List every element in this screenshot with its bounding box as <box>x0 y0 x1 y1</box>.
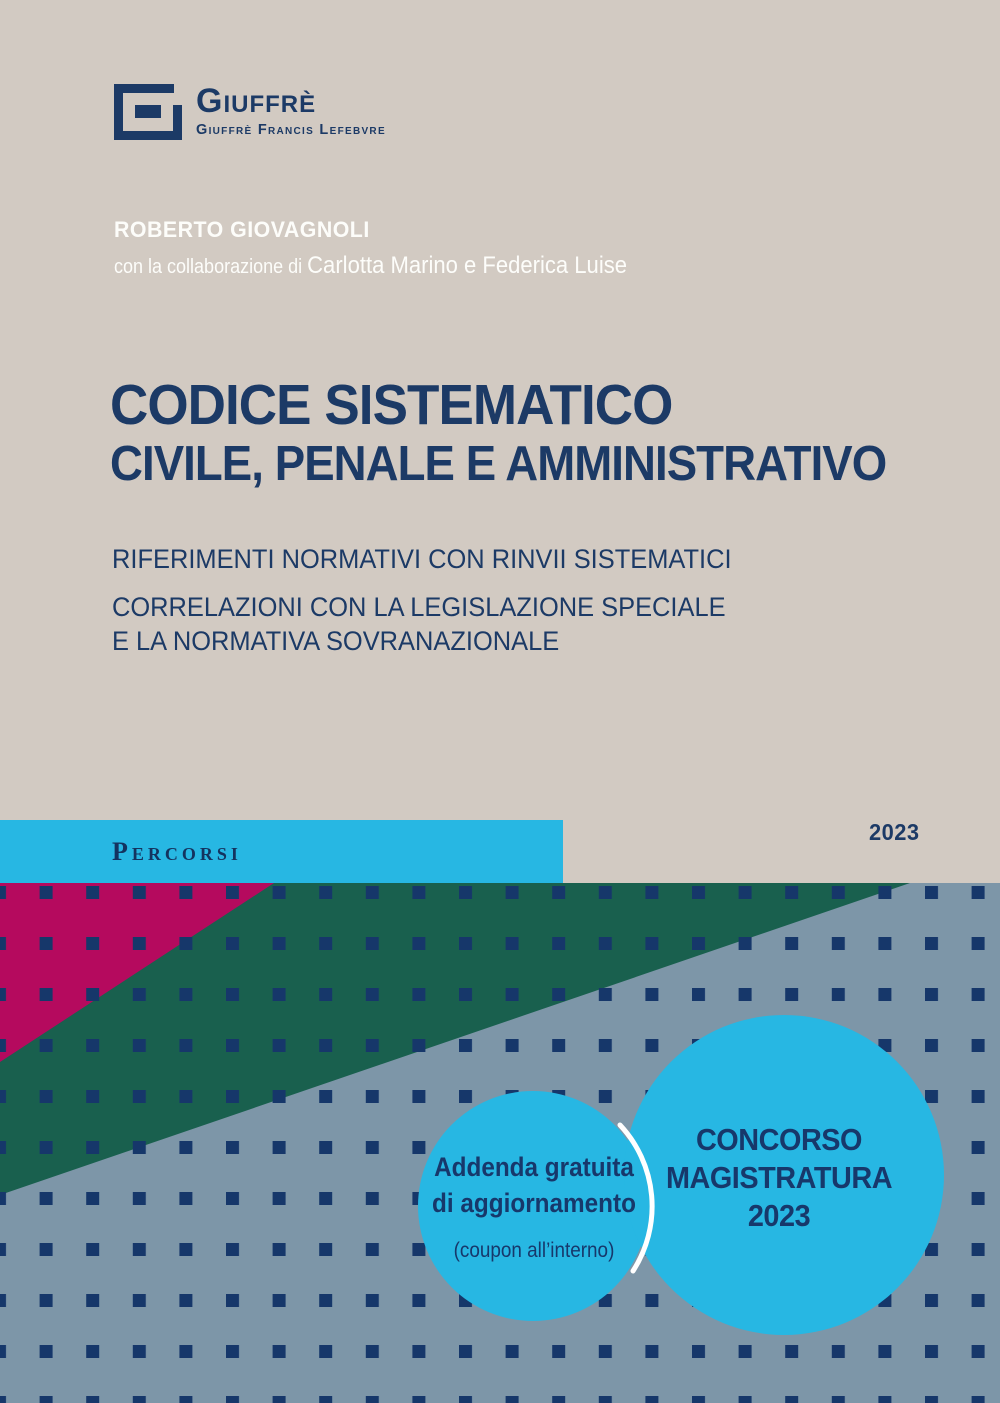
author-name: ROBERTO GIOVAGNOLI <box>114 217 370 242</box>
book-title-line2: CIVILE, PENALE E AMMINISTRATIVO <box>110 437 887 491</box>
book-subtitle <box>112 542 757 658</box>
subtitle-line3: E LA NORMATIVA SOVRANAZIONALE <box>112 626 560 656</box>
addenda-badge <box>412 1149 657 1263</box>
subtitle-line1: RIFERIMENTI NORMATIVI CON RINVII SISTEMATICI <box>112 544 732 574</box>
series-name: Percorsi <box>112 836 242 866</box>
collaboration-prefix: con la collaborazione di <box>114 256 308 278</box>
addenda-note: (coupon all’interno) <box>453 1239 615 1262</box>
book-title <box>110 374 945 492</box>
addenda-line2: di aggiornamento <box>432 1188 636 1218</box>
collaborator-names: Carlotta Marino e Federica Luise <box>307 252 628 279</box>
concorso-line3: 2023 <box>747 1198 811 1233</box>
giuffre-logo-icon <box>114 84 182 140</box>
book-title-line1: CODICE SISTEMATICO <box>110 373 673 437</box>
concorso-badge <box>640 1121 919 1235</box>
subtitle-line2: CORRELAZIONI CON LA LEGISLAZIONE SPECIALE <box>112 592 726 622</box>
publisher-full-name: Giuffrè Francis Lefebvre <box>196 122 386 138</box>
publisher-name: Giuffrè <box>196 82 317 120</box>
edition-year: 2023 <box>869 819 920 845</box>
concorso-line2: MAGISTRATURA <box>665 1160 893 1195</box>
publisher-logo-text <box>196 84 386 138</box>
series-band <box>0 820 563 883</box>
publisher-logo <box>114 84 386 140</box>
addenda-line1: Addenda gratuita <box>434 1152 634 1182</box>
concorso-line1: CONCORSO <box>695 1122 863 1157</box>
collaboration-line <box>114 252 627 280</box>
